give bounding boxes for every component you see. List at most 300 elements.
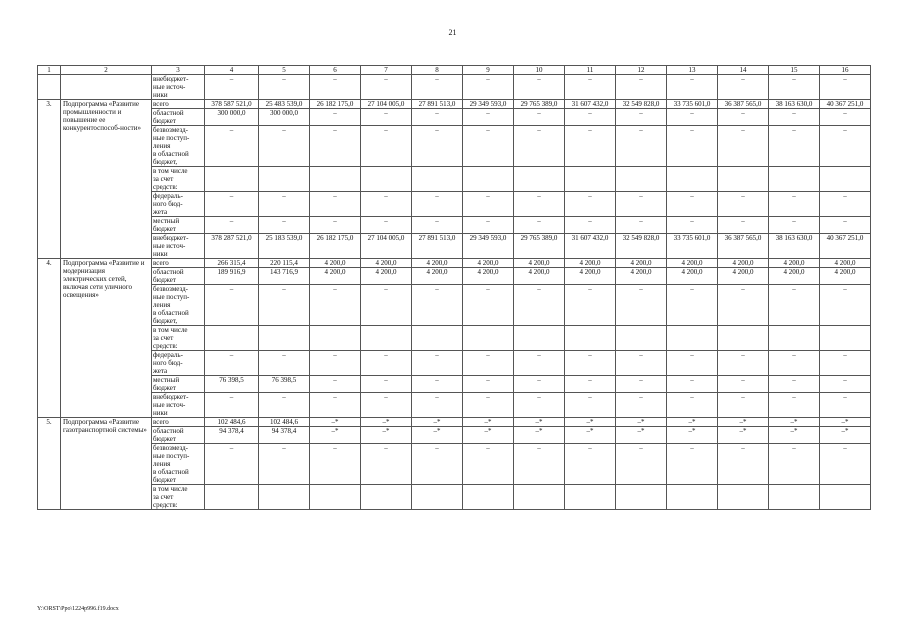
amount-cell: – <box>820 393 871 418</box>
amount-cell: – <box>514 109 565 126</box>
table-row <box>38 418 871 427</box>
amount-cell: 26 182 175,0 <box>310 234 361 259</box>
amount-cell: – <box>718 75 769 100</box>
amount-cell: –* <box>310 418 361 427</box>
amount-cell: – <box>565 393 616 418</box>
amount-cell: – <box>259 217 310 234</box>
amount-cell: 4 200,0 <box>412 259 463 268</box>
amount-cell: – <box>718 376 769 393</box>
table-row <box>38 109 871 126</box>
amount-cell: 4 200,0 <box>361 268 412 285</box>
amount-cell: – <box>769 217 820 234</box>
funding-source-cell: областной бюджет <box>152 427 205 444</box>
amount-cell: – <box>361 376 412 393</box>
amount-cell: – <box>463 75 514 100</box>
amount-cell: 25 483 539,0 <box>259 100 310 109</box>
amount-cell: 38 163 630,0 <box>769 100 820 109</box>
amount-cell <box>412 326 463 351</box>
amount-cell: –* <box>820 418 871 427</box>
amount-cell: – <box>361 351 412 376</box>
funding-source-cell: местный бюджет <box>152 376 205 393</box>
amount-cell: 4 200,0 <box>820 259 871 268</box>
amount-cell: – <box>412 192 463 217</box>
amount-cell: 27 104 005,0 <box>361 100 412 109</box>
amount-cell: – <box>463 376 514 393</box>
amount-cell: – <box>667 376 718 393</box>
amount-cell <box>820 485 871 510</box>
funding-source-cell: безвозмезд- ные поступ- ления в областной бюджет, <box>152 285 205 326</box>
amount-cell: – <box>514 192 565 217</box>
column-header: 11 <box>565 66 616 75</box>
table-row <box>38 326 871 351</box>
funding-source-cell: местный бюджет <box>152 217 205 234</box>
amount-cell: 27 891 513,0 <box>412 234 463 259</box>
amount-cell: – <box>616 376 667 393</box>
amount-cell <box>259 326 310 351</box>
amount-cell: –* <box>361 427 412 444</box>
row-number-cell: 4. <box>38 259 61 418</box>
amount-cell: 378 287 521,0 <box>205 234 259 259</box>
amount-cell: – <box>412 351 463 376</box>
amount-cell: –* <box>310 427 361 444</box>
amount-cell: 143 716,9 <box>259 268 310 285</box>
amount-cell: – <box>616 126 667 167</box>
amount-cell: – <box>769 351 820 376</box>
funding-source-cell: безвозмезд- ные поступ- ления в областной бюджет, <box>152 126 205 167</box>
amount-cell <box>205 326 259 351</box>
funding-source-cell: безвозмезд- ные поступ- ления в областной бюджет <box>152 444 205 485</box>
table-row <box>38 75 871 100</box>
amount-cell: – <box>565 126 616 167</box>
amount-cell: – <box>259 75 310 100</box>
amount-cell: – <box>820 126 871 167</box>
amount-cell: – <box>205 444 259 485</box>
funding-source-cell: внебюджет- ные источ- ники <box>152 234 205 259</box>
amount-cell: –* <box>514 418 565 427</box>
amount-cell <box>718 485 769 510</box>
column-header: 1 <box>38 66 61 75</box>
amount-cell: – <box>412 444 463 485</box>
amount-cell: –* <box>565 418 616 427</box>
funding-source-cell: областной бюджет <box>152 268 205 285</box>
amount-cell: – <box>718 126 769 167</box>
amount-cell <box>820 326 871 351</box>
amount-cell: – <box>361 75 412 100</box>
table-row <box>38 485 871 510</box>
amount-cell: – <box>820 285 871 326</box>
amount-cell: – <box>718 351 769 376</box>
amount-cell: 102 484,6 <box>259 418 310 427</box>
amount-cell <box>463 167 514 192</box>
amount-cell: – <box>514 351 565 376</box>
amount-cell: 36 387 565,0 <box>718 100 769 109</box>
amount-cell: 4 200,0 <box>310 268 361 285</box>
amount-cell: 40 367 251,0 <box>820 100 871 109</box>
amount-cell: 4 200,0 <box>769 268 820 285</box>
amount-cell: – <box>820 75 871 100</box>
amount-cell: – <box>259 444 310 485</box>
amount-cell: – <box>616 217 667 234</box>
amount-cell: – <box>463 126 514 167</box>
amount-cell: – <box>616 351 667 376</box>
amount-cell: –* <box>565 427 616 444</box>
amount-cell: – <box>205 351 259 376</box>
amount-cell: – <box>205 393 259 418</box>
amount-cell: – <box>310 376 361 393</box>
amount-cell: – <box>667 444 718 485</box>
amount-cell <box>310 167 361 192</box>
amount-cell: – <box>361 393 412 418</box>
amount-cell: – <box>205 75 259 100</box>
amount-cell: 94 378,4 <box>259 427 310 444</box>
amount-cell: –* <box>412 427 463 444</box>
amount-cell: – <box>310 444 361 485</box>
amount-cell: – <box>565 217 616 234</box>
amount-cell: – <box>361 126 412 167</box>
amount-cell: 32 549 828,0 <box>616 100 667 109</box>
funding-source-cell: внебюджет- ные источ- ники <box>152 75 205 100</box>
funding-source-cell: внебюджет- ные источ- ники <box>152 393 205 418</box>
amount-cell: 32 549 828,0 <box>616 234 667 259</box>
amount-cell: –* <box>463 427 514 444</box>
table-row <box>38 167 871 192</box>
funding-source-cell: федераль- ного бюд- жета <box>152 192 205 217</box>
table-row <box>38 268 871 285</box>
amount-cell <box>514 485 565 510</box>
amount-cell: – <box>565 109 616 126</box>
amount-cell: – <box>565 285 616 326</box>
amount-cell: – <box>769 444 820 485</box>
table-row <box>38 192 871 217</box>
amount-cell: – <box>463 393 514 418</box>
amount-cell: 4 200,0 <box>514 259 565 268</box>
amount-cell: – <box>310 109 361 126</box>
amount-cell: – <box>718 285 769 326</box>
amount-cell: 36 387 565,0 <box>718 234 769 259</box>
amount-cell: 4 200,0 <box>514 268 565 285</box>
amount-cell: – <box>259 285 310 326</box>
column-header: 12 <box>616 66 667 75</box>
amount-cell: – <box>463 217 514 234</box>
amount-cell: – <box>205 126 259 167</box>
amount-cell: – <box>565 351 616 376</box>
amount-cell <box>361 326 412 351</box>
amount-cell: 4 200,0 <box>412 268 463 285</box>
amount-cell: – <box>514 285 565 326</box>
amount-cell: – <box>718 444 769 485</box>
amount-cell: – <box>310 192 361 217</box>
row-number-cell: 3. <box>38 100 61 259</box>
column-header: 9 <box>463 66 514 75</box>
amount-cell: 220 115,4 <box>259 259 310 268</box>
amount-cell <box>616 326 667 351</box>
amount-cell: – <box>361 217 412 234</box>
amount-cell: 4 200,0 <box>769 259 820 268</box>
amount-cell: 76 398,5 <box>259 376 310 393</box>
amount-cell: – <box>463 192 514 217</box>
column-header: 14 <box>718 66 769 75</box>
column-header: 4 <box>205 66 259 75</box>
funding-source-cell: в том числе за счет средств: <box>152 167 205 192</box>
amount-cell: – <box>310 285 361 326</box>
amount-cell <box>565 167 616 192</box>
amount-cell <box>205 485 259 510</box>
row-number-cell <box>38 75 61 100</box>
amount-cell: –* <box>463 418 514 427</box>
amount-cell: 266 315,4 <box>205 259 259 268</box>
table-row <box>38 351 871 376</box>
table-row <box>38 217 871 234</box>
column-header: 2 <box>61 66 152 75</box>
amount-cell: –* <box>769 418 820 427</box>
amount-cell: –* <box>820 427 871 444</box>
amount-cell: 300 000,0 <box>259 109 310 126</box>
amount-cell: – <box>259 351 310 376</box>
amount-cell: –* <box>667 418 718 427</box>
amount-cell: 4 200,0 <box>616 259 667 268</box>
amount-cell: – <box>310 393 361 418</box>
amount-cell <box>361 167 412 192</box>
amount-cell: 40 367 251,0 <box>820 234 871 259</box>
table-row <box>38 259 871 268</box>
amount-cell: 94 378,4 <box>205 427 259 444</box>
amount-cell: 31 607 432,0 <box>565 100 616 109</box>
amount-cell: – <box>412 75 463 100</box>
amount-cell: – <box>820 109 871 126</box>
amount-cell: – <box>259 393 310 418</box>
amount-cell <box>259 167 310 192</box>
amount-cell: 4 200,0 <box>616 268 667 285</box>
amount-cell: –* <box>616 427 667 444</box>
amount-cell: 4 200,0 <box>667 259 718 268</box>
amount-cell: – <box>820 376 871 393</box>
column-header: 16 <box>820 66 871 75</box>
budget-table <box>37 65 871 510</box>
amount-cell: – <box>361 192 412 217</box>
footer-file-path: Y:\ORST\Ppo\1224p996.f19.docx <box>37 606 119 612</box>
amount-cell: 31 607 432,0 <box>565 234 616 259</box>
amount-cell: – <box>514 393 565 418</box>
amount-cell <box>565 485 616 510</box>
amount-cell: – <box>514 126 565 167</box>
subprogram-name-cell: Подпрограмма «Развитие газотранспортной системы» <box>61 418 152 510</box>
amount-cell <box>769 326 820 351</box>
amount-cell <box>616 167 667 192</box>
amount-cell <box>769 167 820 192</box>
amount-cell <box>463 326 514 351</box>
amount-cell <box>667 485 718 510</box>
amount-cell: – <box>667 285 718 326</box>
amount-cell <box>667 167 718 192</box>
column-header: 13 <box>667 66 718 75</box>
amount-cell: – <box>412 217 463 234</box>
amount-cell <box>667 326 718 351</box>
amount-cell: –* <box>718 418 769 427</box>
column-header: 8 <box>412 66 463 75</box>
amount-cell: 378 587 521,0 <box>205 100 259 109</box>
amount-cell <box>820 167 871 192</box>
amount-cell <box>514 167 565 192</box>
column-header: 3 <box>152 66 205 75</box>
amount-cell <box>205 167 259 192</box>
amount-cell: – <box>718 393 769 418</box>
amount-cell: 33 735 601,0 <box>667 234 718 259</box>
amount-cell <box>565 326 616 351</box>
funding-source-cell: всего <box>152 259 205 268</box>
amount-cell <box>412 167 463 192</box>
amount-cell: – <box>769 109 820 126</box>
amount-cell: – <box>514 444 565 485</box>
amount-cell: 26 182 175,0 <box>310 100 361 109</box>
amount-cell: – <box>514 217 565 234</box>
funding-source-cell: в том числе за счет средств: <box>152 485 205 510</box>
amount-cell: – <box>412 376 463 393</box>
row-number-cell: 5. <box>38 418 61 510</box>
amount-cell: – <box>820 444 871 485</box>
amount-cell: – <box>310 75 361 100</box>
amount-cell: – <box>820 217 871 234</box>
amount-cell: – <box>412 393 463 418</box>
amount-cell: – <box>616 393 667 418</box>
amount-cell <box>616 485 667 510</box>
amount-cell: 25 183 539,0 <box>259 234 310 259</box>
page-number: 21 <box>448 28 457 37</box>
amount-cell <box>310 485 361 510</box>
amount-cell: – <box>769 192 820 217</box>
amount-cell: – <box>361 444 412 485</box>
table-row <box>38 100 871 109</box>
amount-cell: – <box>616 75 667 100</box>
column-header: 6 <box>310 66 361 75</box>
column-header: 15 <box>769 66 820 75</box>
amount-cell: – <box>667 109 718 126</box>
amount-cell: – <box>667 217 718 234</box>
amount-cell: – <box>361 285 412 326</box>
amount-cell: – <box>616 444 667 485</box>
amount-cell: –* <box>769 427 820 444</box>
amount-cell: –* <box>667 427 718 444</box>
amount-cell: 38 163 630,0 <box>769 234 820 259</box>
amount-cell: – <box>412 285 463 326</box>
amount-cell <box>412 485 463 510</box>
amount-cell: – <box>205 285 259 326</box>
amount-cell: 4 200,0 <box>565 268 616 285</box>
amount-cell: 4 200,0 <box>361 259 412 268</box>
amount-cell: – <box>667 192 718 217</box>
amount-cell: 102 484,6 <box>205 418 259 427</box>
amount-cell: – <box>514 75 565 100</box>
amount-cell <box>310 326 361 351</box>
table-row <box>38 376 871 393</box>
funding-source-cell: всего <box>152 418 205 427</box>
amount-cell: 189 916,9 <box>205 268 259 285</box>
amount-cell: – <box>463 351 514 376</box>
amount-cell <box>361 485 412 510</box>
funding-source-cell: федераль- ного бюд- жета <box>152 351 205 376</box>
amount-cell: – <box>259 126 310 167</box>
amount-cell: 76 398,5 <box>205 376 259 393</box>
amount-cell: – <box>514 376 565 393</box>
amount-cell: –* <box>412 418 463 427</box>
amount-cell: – <box>205 192 259 217</box>
amount-cell: 4 200,0 <box>667 268 718 285</box>
amount-cell: 4 200,0 <box>463 259 514 268</box>
table-row <box>38 427 871 444</box>
amount-cell: 4 200,0 <box>310 259 361 268</box>
amount-cell: – <box>463 109 514 126</box>
amount-cell: 4 200,0 <box>718 259 769 268</box>
amount-cell: – <box>667 393 718 418</box>
amount-cell: – <box>205 217 259 234</box>
amount-cell: – <box>565 444 616 485</box>
amount-cell <box>769 485 820 510</box>
amount-cell: – <box>616 109 667 126</box>
amount-cell: – <box>616 192 667 217</box>
amount-cell: –* <box>616 418 667 427</box>
funding-source-cell: областной бюджет <box>152 109 205 126</box>
amount-cell: – <box>310 217 361 234</box>
amount-cell <box>514 326 565 351</box>
column-header: 10 <box>514 66 565 75</box>
amount-cell: –* <box>361 418 412 427</box>
amount-cell: – <box>769 393 820 418</box>
column-header-row <box>38 66 871 75</box>
funding-source-cell: в том числе за счет средств: <box>152 326 205 351</box>
table-row <box>38 285 871 326</box>
funding-source-cell: всего <box>152 100 205 109</box>
amount-cell: – <box>820 192 871 217</box>
amount-cell: – <box>565 75 616 100</box>
amount-cell: – <box>769 75 820 100</box>
amount-cell: – <box>565 376 616 393</box>
amount-cell: –* <box>514 427 565 444</box>
amount-cell: 29 349 593,0 <box>463 100 514 109</box>
subprogram-name-cell <box>61 75 152 100</box>
amount-cell: – <box>361 109 412 126</box>
amount-cell: 29 765 389,0 <box>514 234 565 259</box>
table-row <box>38 393 871 418</box>
amount-cell: – <box>667 351 718 376</box>
amount-cell: – <box>718 192 769 217</box>
amount-cell: 4 200,0 <box>820 268 871 285</box>
amount-cell: 29 765 389,0 <box>514 100 565 109</box>
subprogram-name-cell: Подпрограмма «Развитие и модернизация электрических сетей, включая сети уличного освещения» <box>61 259 152 418</box>
amount-cell: – <box>463 444 514 485</box>
table-row <box>38 444 871 485</box>
amount-cell: 300 000,0 <box>205 109 259 126</box>
amount-cell <box>259 485 310 510</box>
table-row <box>38 234 871 259</box>
amount-cell <box>718 167 769 192</box>
column-header: 5 <box>259 66 310 75</box>
amount-cell: – <box>769 126 820 167</box>
table-row <box>38 126 871 167</box>
amount-cell: – <box>769 285 820 326</box>
amount-cell: – <box>412 109 463 126</box>
amount-cell: – <box>667 126 718 167</box>
amount-cell: – <box>718 217 769 234</box>
amount-cell: – <box>565 192 616 217</box>
amount-cell: – <box>310 126 361 167</box>
amount-cell: 4 200,0 <box>565 259 616 268</box>
subprogram-name-cell: Подпрограмма «Развитие промышленности и повышение ее конкурентоспособ-ности» <box>61 100 152 259</box>
amount-cell <box>463 485 514 510</box>
amount-cell: 27 104 005,0 <box>361 234 412 259</box>
amount-cell: 29 349 593,0 <box>463 234 514 259</box>
amount-cell: – <box>718 109 769 126</box>
amount-cell: – <box>769 376 820 393</box>
amount-cell: – <box>616 285 667 326</box>
